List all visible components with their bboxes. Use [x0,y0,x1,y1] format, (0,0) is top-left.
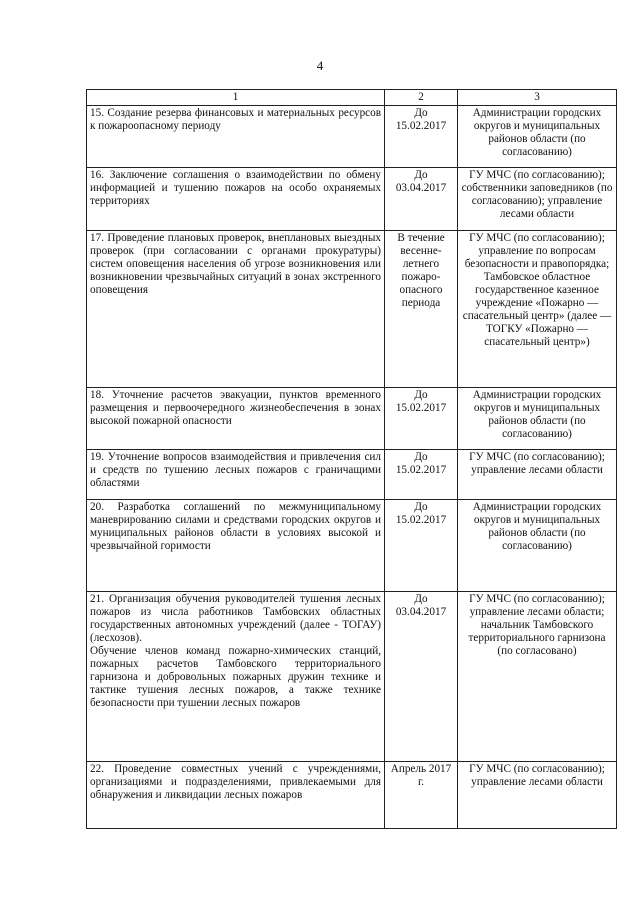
responsible-cell: ГУ МЧС (по согласованию); собственники заповедников (по согласованию); управление лесами области [458,168,617,231]
activity-text: 15. Создание резерва финансовых и материальных ресурсов к пожароопасному периоду [90,107,381,132]
activity-cell [87,388,385,450]
activity-text: 17. Проведение плановых проверок, внеплановых выездных проверок (при согласовании с органами прокуратуры) систем оповещения населения об угрозе возникновения или возникновении чрезвычайных ситуаций в зонах экстренного оповещения [90,232,381,296]
responsible-cell: Администрации городских округов и муниципальных районов области (по согласованию) [458,106,617,168]
responsible-cell: ГУ МЧС (по согласованию); управление по вопросам безопасности и правопорядка; Тамбовское областное государственное казенное учреждение «Пожарно — спасательный центр» (далее — ТОГКУ «Пожарно — спасательный центр») [458,231,617,388]
table-row [87,592,617,762]
term-cell: В течение весенне-летнего пожаро-опасного периода [385,231,458,388]
table-row [87,388,617,450]
activity-text: 20. Разработка соглашений по межмуниципальному маневрированию силами и средствами городских округов и муниципальных районов области в условиях высокой и чрезвычайной горимости [90,501,381,552]
column-header-3: 3 [458,90,617,106]
table-row [87,450,617,500]
activity-cell [87,106,385,168]
page-number: 4 [316,58,324,73]
table-row [87,762,617,829]
term-cell: До 15.02.2017 [385,388,458,450]
column-header-1: 1 [87,90,385,106]
term-cell: До 03.04.2017 [385,168,458,231]
term-cell: До 03.04.2017 [385,592,458,762]
table-row [87,106,617,168]
table-row [87,168,617,231]
activity-cell [87,450,385,500]
activity-text: 22. Проведение совместных учений с учреждениями, организациями и подразделениями, привлекаемыми для обнаружения и ликвидации лесных пожаров [90,763,381,801]
activity-cell [87,762,385,829]
term-cell: До 15.02.2017 [385,500,458,592]
activity-text: 19. Уточнение вопросов взаимодействия и привлечения сил и средств по тушению лесных пожаров с граничащими областями [90,451,381,489]
responsible-cell: Администрации городских округов и муниципальных районов области (по согласованию) [458,388,617,450]
activity-text: 16. Заключение соглашения о взаимодействии по обмену информацией и тушению пожаров на особо охраняемых территориях [90,169,381,207]
table-row [87,500,617,592]
responsible-cell: Администрации городских округов и муниципальных районов области (по согласованию) [458,500,617,592]
activity-cell [87,500,385,592]
column-header-2: 2 [385,90,458,106]
term-cell: Апрель 2017 г. [385,762,458,829]
table-header-row [87,90,617,106]
activity-text: 18. Уточнение расчетов эвакуации, пунктов временного размещения и первоочередного жизнеобеспечения в зонах высокой пожарной опасности [90,389,381,427]
activity-text: 21. Организация обучения руководителей тушения лесных пожаров из числа работников Тамбовских областных государственных автономных учреждений (далее - ТОГАУ) (лесхозов). [90,593,381,644]
activity-cell [87,168,385,231]
responsible-cell: ГУ МЧС (по согласованию); управление лесами области [458,450,617,500]
activity-cell [87,592,385,762]
table-row [87,231,617,388]
responsible-cell: ГУ МЧС (по согласованию); управление лесами области [458,762,617,829]
responsible-cell: ГУ МЧС (по согласованию); управление лесами области; начальник Тамбовского территориального гарнизона (по согласовано) [458,592,617,762]
activity-cell [87,231,385,388]
activity-text: Обучение членов команд пожарно-химических станций, пожарных расчетов Тамбовского территориального гарнизона и добровольных пожарных дружин технике и тактике тушения лесных пожаров, а также технике безопасности при тушении лесных пожаров [90,645,381,709]
term-cell: До 15.02.2017 [385,106,458,168]
measures-table [86,89,617,829]
term-cell: До 15.02.2017 [385,450,458,500]
